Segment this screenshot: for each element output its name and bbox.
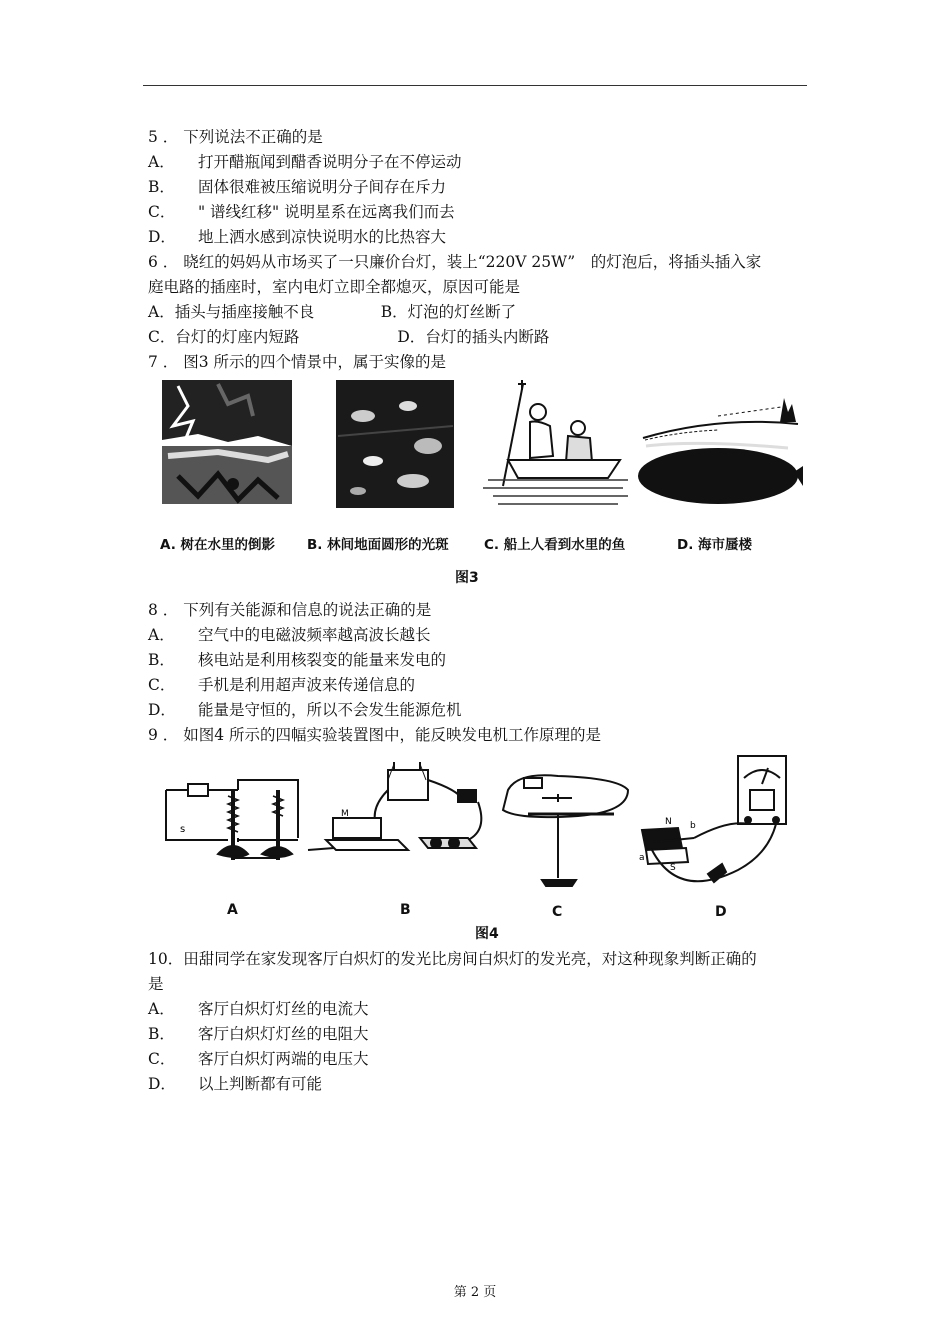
- q10-option-a: [148, 999, 369, 1019]
- generator-galvanometer-diagram: [642, 756, 786, 882]
- tree-reflection-image: [162, 380, 292, 504]
- q6-options-row2: [148, 327, 549, 347]
- q10-option-b: [148, 1024, 369, 1044]
- figure-3-caption-c: C. 船上人看到水里的鱼: [484, 537, 626, 553]
- option-text: 打开醋瓶闻到醋香说明分子在不停运动: [198, 153, 462, 171]
- option-label: D．: [148, 701, 176, 719]
- option-text: 固体很难被压缩说明分子间存在斥力: [198, 178, 447, 196]
- figure-4-label-c: C: [552, 904, 563, 920]
- option-label: B．: [148, 1025, 175, 1043]
- q8-option-d: [148, 700, 462, 720]
- figure-3-label: 图3: [455, 570, 479, 586]
- option-label: C．: [148, 328, 176, 346]
- option-label: A．: [148, 1000, 175, 1018]
- motor-battery-diagram: [308, 762, 481, 850]
- option-label: A．: [148, 153, 175, 171]
- pole-label-n: N: [665, 817, 672, 827]
- rod-end-label-b: b: [690, 821, 696, 831]
- figure-4-label-d: D: [715, 904, 727, 920]
- q7-stem: 7 ． 图3 所示的四个情景中，属于实像的是: [148, 353, 447, 371]
- pole-label-s: S: [670, 863, 676, 873]
- oersted-compass-diagram: [503, 775, 628, 886]
- magnet-label-m: M: [341, 809, 349, 819]
- option-text: 台灯的插头内断路: [425, 328, 550, 346]
- figure-3-caption-d: D. 海市蜃楼: [677, 537, 753, 553]
- figure-4-label: 图4: [475, 926, 499, 942]
- option-label: A．: [148, 626, 175, 644]
- q6-stem-line2: 庭电路的插座时，室内电灯立即全都熄灭，原因可能是: [148, 278, 521, 296]
- option-text: 客厅白炽灯两端的电压大: [198, 1050, 369, 1068]
- q5-option-d: [148, 227, 446, 247]
- option-text: 手机是利用超声波来传递信息的: [198, 676, 416, 694]
- q8-option-a: [148, 625, 431, 645]
- q5-stem: 5 ． 下列说法不正确的是: [148, 128, 323, 146]
- switch-label-s: s: [180, 824, 186, 835]
- q5-option-c: [148, 202, 455, 222]
- option-text: 地上洒水感到凉快说明水的比热容大: [198, 228, 447, 246]
- figure-4-label-a: A: [227, 902, 238, 918]
- figure-3-images: [158, 376, 803, 512]
- header-rule: [143, 85, 807, 86]
- option-text: 台灯的灯座内短路: [175, 328, 300, 346]
- option-label: A．: [148, 303, 175, 321]
- figure-3-caption-b: B. 林间地面圆形的光斑: [307, 537, 449, 553]
- option-label: C．: [148, 1050, 176, 1068]
- figure-4-apparatus: [158, 750, 798, 900]
- q5-option-a: [148, 152, 462, 172]
- option-text: 以上判断都有可能: [198, 1075, 323, 1093]
- electromagnet-circuit-diagram: [166, 780, 298, 860]
- q5-option-b: [148, 177, 446, 197]
- option-label: D．: [148, 228, 176, 246]
- q8-option-b: [148, 650, 446, 670]
- q10-option-c: [148, 1049, 369, 1069]
- option-label: C．: [148, 676, 176, 694]
- option-text: 核电站是利用核裂变的能量来发电的: [198, 651, 447, 669]
- q8-stem: 8 ． 下列有关能源和信息的说法正确的是: [148, 601, 432, 619]
- option-text: " 谱线红移" 说明星系在远离我们而去: [198, 203, 455, 221]
- option-label: B．: [380, 303, 408, 321]
- rod-end-label-a: a: [639, 853, 645, 863]
- q8-option-c: [148, 675, 415, 695]
- option-text: 灯泡的灯丝断了: [407, 303, 517, 321]
- q9-stem: 9 ． 如图4 所示的四幅实验装置图中，能反映发电机工作原理的是: [148, 726, 602, 744]
- q6-stem-line1: 6 ． 晓红的妈妈从市场买了一只廉价台灯，装上“220V 25W” 的灯泡后，将插头插入家: [148, 253, 762, 271]
- q10-option-d: [148, 1074, 322, 1094]
- q6-options-row1: [148, 302, 516, 322]
- option-label: B．: [148, 651, 175, 669]
- option-label: D．: [397, 328, 426, 346]
- option-text: 插头与插座接触不良: [174, 303, 315, 321]
- figure-3-caption-a: A. 树在水里的倒影: [160, 537, 276, 553]
- option-label: C．: [148, 203, 176, 221]
- q10-stem-line2: 是: [148, 975, 164, 993]
- page-number: 第 2 页: [453, 1285, 497, 1300]
- boat-fisherman-image: [483, 380, 628, 504]
- mirage-image: [638, 398, 803, 504]
- q10-stem-line1: 10．田甜同学在家发现客厅白炽灯的发光比房间白炽灯的发光亮，对这种现象判断正确的: [148, 950, 757, 968]
- forest-light-spots-image: [336, 380, 454, 508]
- option-label: D．: [148, 1075, 176, 1093]
- option-text: 空气中的电磁波频率越高波长越长: [198, 626, 431, 644]
- option-text: 能量是守恒的，所以不会发生能源危机: [198, 701, 462, 719]
- figure-4-label-b: B: [400, 902, 411, 918]
- option-text: 客厅白炽灯灯丝的电流大: [198, 1000, 369, 1018]
- option-text: 客厅白炽灯灯丝的电阻大: [198, 1025, 369, 1043]
- option-label: B．: [148, 178, 175, 196]
